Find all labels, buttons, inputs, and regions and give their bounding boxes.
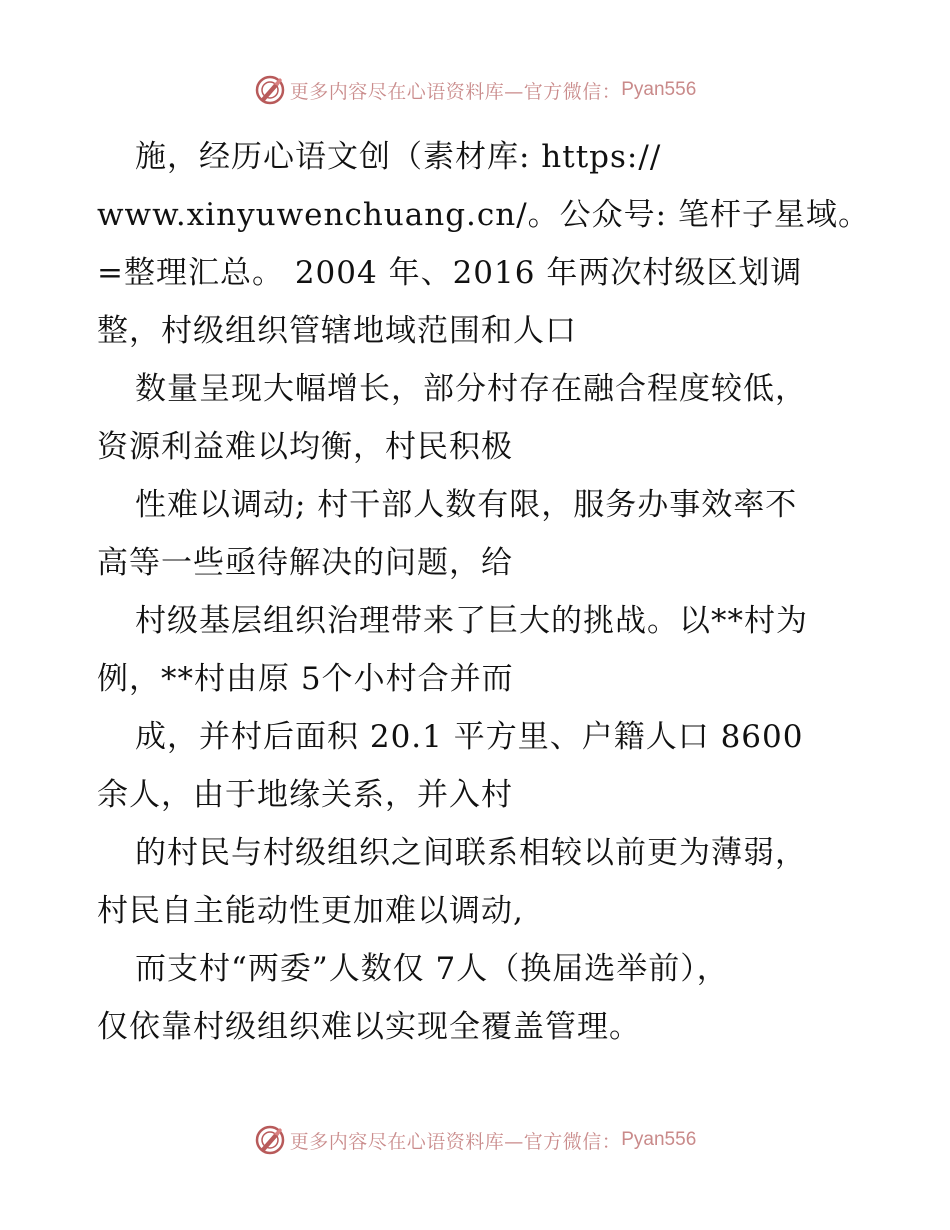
text-line: 的村民与村级组织之间联系相较以前更为薄弱， — [135, 835, 807, 871]
text-line: 村民自主能动性更加难以调动, — [97, 893, 524, 929]
watermark-footer — [0, 1120, 950, 1160]
text-line: 例，**村由原 5个小村合并而 — [97, 661, 514, 697]
text-line: 性难以调动; 村干部人数有限，服务办事效率不 — [135, 487, 798, 523]
watermark-header — [0, 70, 950, 110]
text-line: 仅依靠村级组织难以实现全覆盖管理。 — [97, 1009, 641, 1045]
document-body — [97, 128, 870, 1056]
pen-logo-icon — [254, 1124, 286, 1156]
text-line: 资源利益难以均衡，村民积极 — [97, 429, 513, 465]
text-line: 数量呈现大幅增长，部分村存在融合程度较低， — [135, 371, 807, 407]
pen-logo-icon — [254, 74, 286, 106]
text-line: 而支村“两委”人数仅 7人（换届选举前）， — [135, 951, 729, 987]
text-line: 高等一些亟待解决的问题，给 — [97, 545, 513, 581]
text-line: 成，并村后面积 20.1 平方里、户籍人口 8600 — [135, 719, 804, 755]
watermark-text: 更多内容尽在心语资料库—官方微信： — [289, 1130, 622, 1153]
text-line: www.xinyuwenchuang.cn/。公众号: 笔杆子星域。 — [97, 197, 870, 233]
watermark-text: 更多内容尽在心语资料库—官方微信： — [289, 80, 622, 103]
text-line: =整理汇总。 2004 年、2016 年两次村级区划调 — [97, 255, 803, 291]
text-line: 村级基层组织治理带来了巨大的挑战。以**村为 — [135, 603, 808, 639]
text-line: 余人，由于地缘关系，并入村 — [97, 777, 513, 813]
watermark-handle: Pyan556 — [621, 79, 697, 100]
text-line: 施，经历心语文创（素材库: https:// — [135, 139, 662, 175]
watermark-handle: Pyan556 — [621, 1129, 697, 1150]
text-line: 整，村级组织管辖地域范围和人口 — [97, 313, 577, 349]
